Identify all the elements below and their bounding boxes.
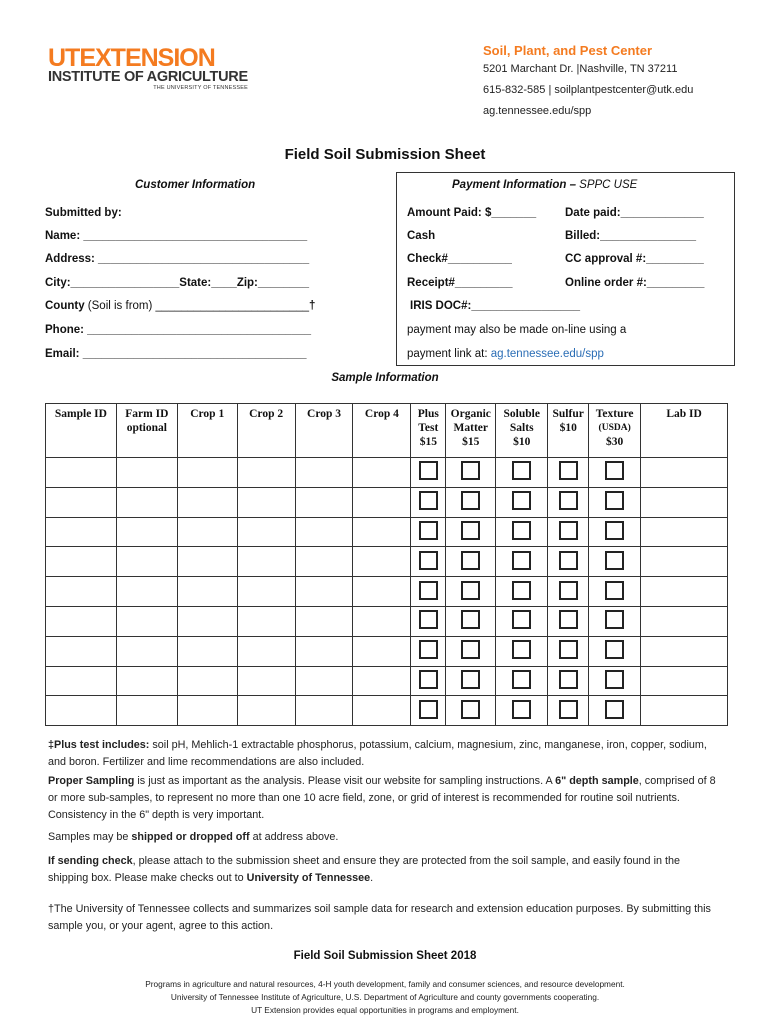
test-checkbox-cell[interactable]	[548, 577, 589, 607]
entry-cell[interactable]	[116, 458, 177, 488]
entry-cell[interactable]	[177, 696, 237, 726]
sample-table	[45, 403, 728, 726]
entry-cell[interactable]	[353, 666, 411, 696]
entry-cell[interactable]	[641, 636, 728, 666]
test-checkbox[interactable]	[419, 461, 438, 480]
column-header-line: Lab ID	[666, 408, 702, 420]
entry-cell[interactable]	[641, 606, 728, 636]
test-checkbox[interactable]	[605, 640, 624, 659]
column-header-line: $15	[419, 436, 437, 448]
test-checkbox[interactable]	[419, 610, 438, 629]
column-header-line: Crop 3	[307, 408, 341, 420]
table-row	[46, 666, 728, 696]
test-checkbox[interactable]	[512, 521, 531, 540]
center-address: 5201 Marchant Dr. |Nashville, TN 37211	[483, 63, 678, 75]
ut-extension-logo	[48, 46, 248, 92]
entry-cell[interactable]	[116, 606, 177, 636]
logo-extension-text: EXTENSION	[79, 44, 215, 72]
test-checkbox[interactable]	[605, 700, 624, 719]
entry-cell[interactable]	[641, 696, 728, 726]
test-checkbox[interactable]	[605, 551, 624, 570]
test-checkbox[interactable]	[419, 551, 438, 570]
entry-cell[interactable]	[641, 517, 728, 547]
test-checkbox-cell[interactable]	[548, 547, 589, 577]
payment-info-box	[396, 172, 735, 366]
test-checkbox[interactable]	[605, 581, 624, 600]
entry-cell[interactable]	[641, 577, 728, 607]
test-checkbox-cell[interactable]	[446, 517, 496, 547]
test-checkbox-cell[interactable]	[589, 487, 641, 517]
test-checkbox-cell[interactable]	[446, 547, 496, 577]
column-header-line: optional	[126, 422, 167, 434]
entry-cell[interactable]	[353, 547, 411, 577]
column-header-line: Texture	[595, 408, 634, 420]
plus-test-note: ‡Plus test includes: soil pH, Mehlich-1 extractable phosphorus, potassium, calcium, magnesium, zinc, manganese, iron, copper, sodium, and boron. Fertilizer and lime recommendations are also included.	[48, 739, 707, 768]
test-checkbox[interactable]	[559, 610, 578, 629]
logo-institute: INSTITUTE OF AGRICULTURE	[48, 69, 248, 85]
entry-cell[interactable]	[177, 517, 237, 547]
test-checkbox-cell[interactable]	[496, 666, 548, 696]
footer-line-1: Programs in agriculture and natural resources, 4-H youth development, family and consumer sciences, and resource development.	[145, 979, 625, 989]
column-header-line: Plus	[417, 408, 439, 420]
table-row	[46, 606, 728, 636]
entry-cell[interactable]	[353, 636, 411, 666]
test-checkbox-cell[interactable]	[446, 577, 496, 607]
column-header-line: Crop 4	[364, 408, 399, 420]
entry-cell[interactable]	[353, 696, 411, 726]
entry-cell[interactable]	[177, 636, 237, 666]
test-checkbox[interactable]	[461, 461, 480, 480]
entry-cell[interactable]	[237, 547, 295, 577]
entry-cell[interactable]	[353, 517, 411, 547]
entry-cell[interactable]	[295, 547, 353, 577]
test-checkbox[interactable]	[512, 610, 531, 629]
entry-cell[interactable]	[237, 458, 295, 488]
page-title: Field Soil Submission Sheet	[284, 146, 486, 163]
test-checkbox-cell[interactable]	[446, 666, 496, 696]
county-field[interactable]: County (Soil is from) ________________________†	[45, 300, 316, 312]
column-header-line: Crop 1	[190, 408, 225, 420]
test-checkbox[interactable]	[419, 670, 438, 689]
test-checkbox-cell[interactable]	[548, 636, 589, 666]
test-checkbox[interactable]	[461, 581, 480, 600]
test-checkbox[interactable]	[512, 581, 531, 600]
test-checkbox[interactable]	[605, 521, 624, 540]
test-checkbox-cell[interactable]	[548, 606, 589, 636]
test-checkbox[interactable]	[461, 700, 480, 719]
test-checkbox-cell[interactable]	[411, 606, 446, 636]
column-header-line: Organic	[450, 408, 491, 420]
test-checkbox-cell[interactable]	[589, 547, 641, 577]
center-website[interactable]: ag.tennessee.edu/spp	[483, 105, 592, 117]
column-header-line: $15	[462, 436, 480, 448]
test-checkbox[interactable]	[461, 521, 480, 540]
column-header-line: Matter	[453, 422, 489, 434]
test-checkbox[interactable]	[512, 551, 531, 570]
test-checkbox-cell[interactable]	[496, 547, 548, 577]
test-checkbox[interactable]	[419, 491, 438, 510]
entry-cell[interactable]	[237, 606, 295, 636]
column-header	[353, 404, 411, 458]
test-checkbox-cell[interactable]	[496, 517, 548, 547]
test-checkbox[interactable]	[605, 461, 624, 480]
test-checkbox-cell[interactable]	[589, 666, 641, 696]
column-header-line: Crop 2	[249, 408, 284, 420]
online-payment-note: payment may also be made on-line using a	[407, 324, 627, 336]
data-collection-note: †The University of Tennessee collects and summarizes soil sample data for research and extension education purposes. By submitting this sample you, or your agent, agree to this action.	[48, 903, 711, 932]
entry-cell[interactable]	[177, 606, 237, 636]
test-checkbox[interactable]	[461, 610, 480, 629]
test-checkbox[interactable]	[559, 491, 578, 510]
test-checkbox-cell[interactable]	[496, 458, 548, 488]
test-checkbox-cell[interactable]	[411, 666, 446, 696]
table-row	[46, 458, 728, 488]
column-header-line: $10	[559, 422, 577, 434]
test-checkbox-cell[interactable]	[411, 547, 446, 577]
entry-cell[interactable]	[177, 666, 237, 696]
test-checkbox[interactable]	[559, 521, 578, 540]
test-checkbox-cell[interactable]	[411, 577, 446, 607]
entry-cell[interactable]	[295, 577, 353, 607]
test-checkbox-cell[interactable]	[548, 696, 589, 726]
table-row	[46, 487, 728, 517]
table-row	[46, 577, 728, 607]
test-checkbox[interactable]	[512, 670, 531, 689]
test-checkbox[interactable]	[605, 491, 624, 510]
test-checkbox[interactable]	[559, 700, 578, 719]
iris-doc-field[interactable]: IRIS DOC#:_________________	[410, 300, 581, 312]
entry-cell[interactable]	[116, 636, 177, 666]
entry-cell[interactable]	[46, 636, 117, 666]
proper-sampling-note: Proper Sampling is just as important as the analysis. Please visit our website for sampling instructions. A 6" depth sample, comprised of 8 or more sub-samples, to represent no more than one 10 acre field, zone, or grid of interest is recommended for routine soil nutrients. Consistency in the 6" depth is very important.	[48, 775, 716, 821]
table-row	[46, 517, 728, 547]
entry-cell[interactable]	[116, 487, 177, 517]
test-checkbox-cell[interactable]	[496, 636, 548, 666]
test-checkbox-cell[interactable]	[589, 696, 641, 726]
cash-field[interactable]: Cash	[407, 230, 436, 242]
test-checkbox[interactable]	[512, 700, 531, 719]
entry-cell[interactable]	[46, 517, 117, 547]
receipt-field[interactable]: Receipt#_________	[407, 277, 513, 289]
customer-info-heading: Customer Information	[135, 179, 256, 191]
table-row	[46, 696, 728, 726]
table-row	[46, 636, 728, 666]
test-checkbox-cell[interactable]	[496, 696, 548, 726]
test-checkbox[interactable]	[461, 640, 480, 659]
entry-cell[interactable]	[641, 458, 728, 488]
entry-cell[interactable]	[237, 577, 295, 607]
column-header	[46, 404, 117, 458]
test-checkbox[interactable]	[419, 640, 438, 659]
footer-line-2: University of Tennessee Institute of Agriculture, U.S. Department of Agriculture and county governments cooperating.	[170, 992, 600, 1002]
column-header	[411, 404, 446, 458]
entry-cell[interactable]	[641, 547, 728, 577]
test-checkbox[interactable]	[419, 521, 438, 540]
column-header-line: Sulfur	[552, 408, 584, 420]
entry-cell[interactable]	[46, 577, 117, 607]
online-payment-link-line: payment link at: ag.tennessee.edu/spp	[407, 348, 604, 360]
cc-approval-field[interactable]: CC approval #:_________	[565, 253, 704, 265]
entry-cell[interactable]	[237, 517, 295, 547]
test-checkbox[interactable]	[559, 670, 578, 689]
sample-table-body	[46, 458, 728, 726]
sample-table-header	[46, 404, 728, 458]
column-header-line: Salts	[509, 422, 534, 434]
test-checkbox[interactable]	[419, 700, 438, 719]
entry-cell[interactable]	[177, 547, 237, 577]
column-header	[237, 404, 295, 458]
entry-cell[interactable]	[295, 636, 353, 666]
test-checkbox-cell[interactable]	[548, 666, 589, 696]
shipping-note: Samples may be shipped or dropped off at address above.	[48, 831, 339, 843]
column-header-line: Farm ID	[125, 408, 169, 420]
footer-title: Field Soil Submission Sheet 2018	[293, 950, 477, 962]
center-name: Soil, Plant, and Pest Center	[483, 43, 653, 58]
column-header-line: Soluble	[503, 408, 540, 420]
entry-cell[interactable]	[237, 487, 295, 517]
test-checkbox[interactable]	[559, 461, 578, 480]
entry-cell[interactable]	[46, 458, 117, 488]
entry-cell[interactable]	[46, 547, 117, 577]
amount-paid-field[interactable]: Amount Paid: $_______	[407, 207, 537, 219]
test-checkbox[interactable]	[461, 491, 480, 510]
submitted-by-field[interactable]: Submitted by:	[45, 207, 122, 219]
entry-cell[interactable]	[641, 487, 728, 517]
entry-cell[interactable]	[116, 547, 177, 577]
test-checkbox-cell[interactable]	[496, 606, 548, 636]
check-note: If sending check, please attach to the submission sheet and ensure they are protected from the soil sample, and easily found in the shipping box. Please make checks out to University of Tennessee.	[48, 855, 680, 884]
entry-cell[interactable]	[46, 696, 117, 726]
test-checkbox-cell[interactable]	[446, 458, 496, 488]
column-header-line: Test	[418, 422, 439, 434]
test-checkbox-cell[interactable]	[589, 458, 641, 488]
test-checkbox-cell[interactable]	[548, 517, 589, 547]
test-checkbox-cell[interactable]	[496, 487, 548, 517]
test-checkbox-cell[interactable]	[411, 517, 446, 547]
logo-university: THE UNIVERSITY OF TENNESSEE	[153, 85, 248, 91]
column-header-line: (USDA)	[598, 423, 631, 433]
entry-cell[interactable]	[46, 606, 117, 636]
email-field[interactable]: Email: ___________________________________	[45, 348, 307, 360]
test-checkbox[interactable]	[559, 640, 578, 659]
entry-cell[interactable]	[116, 696, 177, 726]
column-header-line: Sample ID	[54, 408, 107, 420]
test-checkbox[interactable]	[605, 610, 624, 629]
entry-cell[interactable]	[295, 517, 353, 547]
column-header	[446, 404, 496, 458]
test-checkbox-cell[interactable]	[446, 636, 496, 666]
entry-cell[interactable]	[295, 666, 353, 696]
test-checkbox[interactable]	[559, 551, 578, 570]
test-checkbox[interactable]	[512, 491, 531, 510]
test-checkbox-cell[interactable]	[589, 517, 641, 547]
column-header	[641, 404, 728, 458]
entry-cell[interactable]	[237, 666, 295, 696]
center-contact[interactable]: 615-832-585 | soilplantpestcenter@utk.edu	[483, 84, 694, 96]
entry-cell[interactable]	[295, 458, 353, 488]
entry-cell[interactable]	[46, 666, 117, 696]
entry-cell[interactable]	[353, 606, 411, 636]
test-checkbox[interactable]	[512, 461, 531, 480]
test-checkbox-cell[interactable]	[411, 487, 446, 517]
entry-cell[interactable]	[116, 577, 177, 607]
test-checkbox[interactable]	[461, 670, 480, 689]
entry-cell[interactable]	[177, 577, 237, 607]
entry-cell[interactable]	[116, 517, 177, 547]
footer-line-3: UT Extension provides equal opportunities in programs and employment.	[251, 1005, 519, 1015]
test-checkbox-cell[interactable]	[411, 696, 446, 726]
test-checkbox[interactable]	[512, 640, 531, 659]
payment-info-heading: Payment Information – SPPC USE	[452, 179, 638, 191]
sample-info-heading: Sample Information	[331, 372, 439, 384]
column-header	[177, 404, 237, 458]
table-row	[46, 547, 728, 577]
test-checkbox-cell[interactable]	[548, 458, 589, 488]
entry-cell[interactable]	[295, 696, 353, 726]
test-checkbox[interactable]	[419, 581, 438, 600]
date-paid-field[interactable]: Date paid:_____________	[565, 207, 704, 219]
check-number-field[interactable]: Check#__________	[407, 253, 512, 265]
test-checkbox-cell[interactable]	[589, 636, 641, 666]
name-field[interactable]: Name: ___________________________________	[45, 230, 308, 242]
online-payment-link[interactable]: ag.tennessee.edu/spp	[490, 348, 604, 360]
test-checkbox-cell[interactable]	[589, 606, 641, 636]
address-field[interactable]: Address: _________________________________	[45, 253, 310, 265]
entry-cell[interactable]	[177, 458, 237, 488]
test-checkbox-cell[interactable]	[411, 636, 446, 666]
test-checkbox[interactable]	[605, 670, 624, 689]
test-checkbox-cell[interactable]	[446, 696, 496, 726]
entry-cell[interactable]	[295, 487, 353, 517]
column-header	[496, 404, 548, 458]
test-checkbox-cell[interactable]	[589, 577, 641, 607]
logo-wordmark: UTEXTENSION	[48, 44, 215, 72]
entry-cell[interactable]	[641, 666, 728, 696]
column-header-line: $10	[513, 436, 531, 448]
test-checkbox-cell[interactable]	[411, 458, 446, 488]
billed-field[interactable]: Billed:_______________	[565, 230, 697, 242]
test-checkbox-cell[interactable]	[496, 577, 548, 607]
entry-cell[interactable]	[116, 666, 177, 696]
entry-cell[interactable]	[237, 696, 295, 726]
entry-cell[interactable]	[353, 577, 411, 607]
column-header-line: $30	[606, 436, 624, 448]
city-state-zip-field[interactable]: City:_________________State:____Zip:________	[45, 277, 310, 289]
test-checkbox[interactable]	[559, 581, 578, 600]
online-order-field[interactable]: Online order #:_________	[565, 277, 705, 289]
column-header	[116, 404, 177, 458]
entry-cell[interactable]	[353, 458, 411, 488]
entry-cell[interactable]	[177, 487, 237, 517]
entry-cell[interactable]	[353, 487, 411, 517]
test-checkbox-cell[interactable]	[446, 487, 496, 517]
entry-cell[interactable]	[295, 606, 353, 636]
test-checkbox-cell[interactable]	[446, 606, 496, 636]
test-checkbox-cell[interactable]	[548, 487, 589, 517]
test-checkbox[interactable]	[461, 551, 480, 570]
column-header	[295, 404, 353, 458]
column-header	[548, 404, 589, 458]
entry-cell[interactable]	[237, 636, 295, 666]
phone-field[interactable]: Phone: ___________________________________	[45, 324, 312, 336]
column-header	[589, 404, 641, 458]
entry-cell[interactable]	[46, 487, 117, 517]
